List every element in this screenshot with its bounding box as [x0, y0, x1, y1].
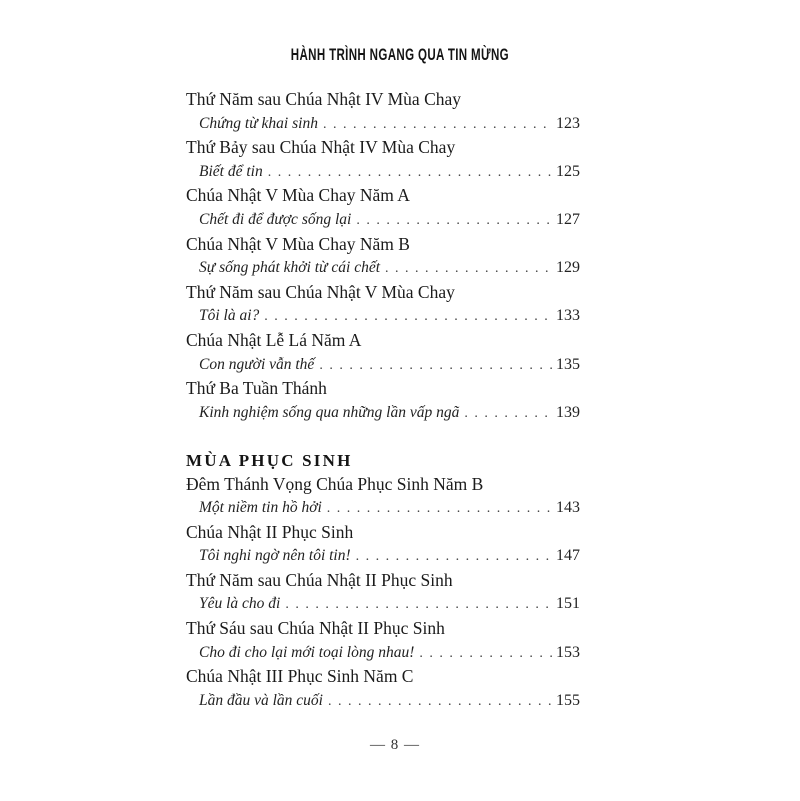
entry-page-number: 129: [556, 259, 580, 277]
entry-subtitle: Chết đi để được sống lại: [199, 210, 352, 228]
toc-entry: [186, 136, 580, 184]
entry-subrow: [186, 496, 580, 521]
entry-page-number: 153: [556, 643, 580, 661]
entry-title: Thứ Năm sau Chúa Nhật II Phục Sinh: [186, 569, 453, 590]
toc-entry: [186, 377, 580, 425]
entry-subtitle: Yêu là cho đi: [199, 595, 281, 613]
entry-title: Chúa Nhật II Phục Sinh: [186, 521, 354, 542]
entry-page-number: 123: [556, 114, 580, 132]
dot-leader: [464, 401, 552, 426]
entry-subtitle: Con người vẫn thế: [199, 355, 315, 373]
entry-subrow: [186, 689, 580, 714]
entry-subtitle: Sự sống phát khởi từ cái chết: [199, 259, 381, 277]
toc-entry: [186, 665, 580, 713]
toc-entry: [186, 473, 580, 521]
entry-title: Chúa Nhật Lễ Lá Năm A: [186, 329, 362, 350]
entry-subtitle: Cho đi cho lại mới toại lòng nhau!: [199, 643, 415, 661]
entry-title: Chúa Nhật V Mùa Chay Năm B: [186, 233, 410, 254]
dot-leader: [328, 689, 552, 714]
running-header: [0, 46, 800, 65]
entry-page-number: 143: [556, 499, 580, 517]
section-entries: [186, 473, 580, 714]
toc-entry: [186, 617, 580, 665]
dot-leader: [356, 208, 552, 233]
entry-title: Thứ Bảy sau Chúa Nhật IV Mùa Chay: [186, 137, 456, 158]
entry-subtitle: Kinh nghiệm sống qua những lần vấp ngã: [199, 403, 460, 421]
entry-page-number: 133: [556, 307, 580, 325]
entry-subrow: [186, 208, 580, 233]
entry-title: Đêm Thánh Vọng Chúa Phục Sinh Năm B: [186, 473, 484, 494]
entry-subtitle: Một niềm tin hồ hởi: [199, 499, 322, 517]
entry-subrow: [186, 112, 580, 137]
entry-page-number: 147: [556, 547, 580, 565]
entry-title: Thứ Sáu sau Chúa Nhật II Phục Sinh: [186, 618, 445, 639]
toc-entry: [186, 281, 580, 329]
entry-subrow: [186, 160, 580, 185]
toc-entry: [186, 569, 580, 617]
entry-title: Chúa Nhật V Mùa Chay Năm A: [186, 185, 410, 206]
dot-leader: [356, 544, 552, 569]
dot-leader: [264, 304, 552, 329]
entry-subtitle: Biết để tin: [199, 162, 263, 180]
dot-leader: [319, 353, 552, 378]
toc-entry: [186, 88, 580, 136]
entry-subrow: [186, 592, 580, 617]
entry-page-number: 127: [556, 210, 580, 228]
entry-subrow: [186, 544, 580, 569]
toc-entry: [186, 521, 580, 569]
entry-page-number: 125: [556, 162, 580, 180]
dot-leader: [323, 112, 552, 137]
toc: [186, 88, 580, 713]
entry-subrow: [186, 641, 580, 666]
entry-subtitle: Tôi nghi ngờ nên tôi tin!: [199, 547, 351, 565]
entry-page-number: 151: [556, 595, 580, 613]
toc-entry: [186, 184, 580, 232]
entry-subrow: [186, 353, 580, 378]
entry-page-number: 155: [556, 691, 580, 709]
toc-entry: [186, 233, 580, 281]
entry-title: Thứ Năm sau Chúa Nhật IV Mùa Chay: [186, 89, 462, 109]
entry-subrow: [186, 256, 580, 281]
entry-subrow: [186, 401, 580, 426]
dot-leader: [268, 160, 552, 185]
dot-leader: [285, 592, 552, 617]
dot-leader: [419, 641, 552, 666]
entry-page-number: 135: [556, 355, 580, 373]
entry-page-number: 139: [556, 403, 580, 421]
entry-subrow: [186, 304, 580, 329]
section-heading: MÙA PHỤC SINH: [186, 450, 353, 470]
entry-subtitle: Tôi là ai?: [199, 307, 260, 325]
entry-title: Thứ Ba Tuần Thánh: [186, 378, 327, 399]
running-header-text: HÀNH TRÌNH NGANG QUA TIN MỪNG: [290, 46, 510, 64]
entry-subtitle: Chứng từ khai sinh: [199, 114, 318, 132]
entry-subtitle: Lần đầu và lần cuối: [199, 691, 323, 709]
toc-section: [186, 449, 580, 714]
toc-section: [186, 88, 580, 425]
dot-leader: [385, 256, 552, 281]
dot-leader: [327, 496, 552, 521]
entry-title: Thứ Năm sau Chúa Nhật V Mùa Chay: [186, 281, 455, 302]
toc-entry: [186, 329, 580, 377]
entry-title: Chúa Nhật III Phục Sinh Năm C: [186, 666, 414, 687]
footer-page-number: — 8 —: [370, 737, 420, 753]
section-entries: [186, 88, 580, 425]
